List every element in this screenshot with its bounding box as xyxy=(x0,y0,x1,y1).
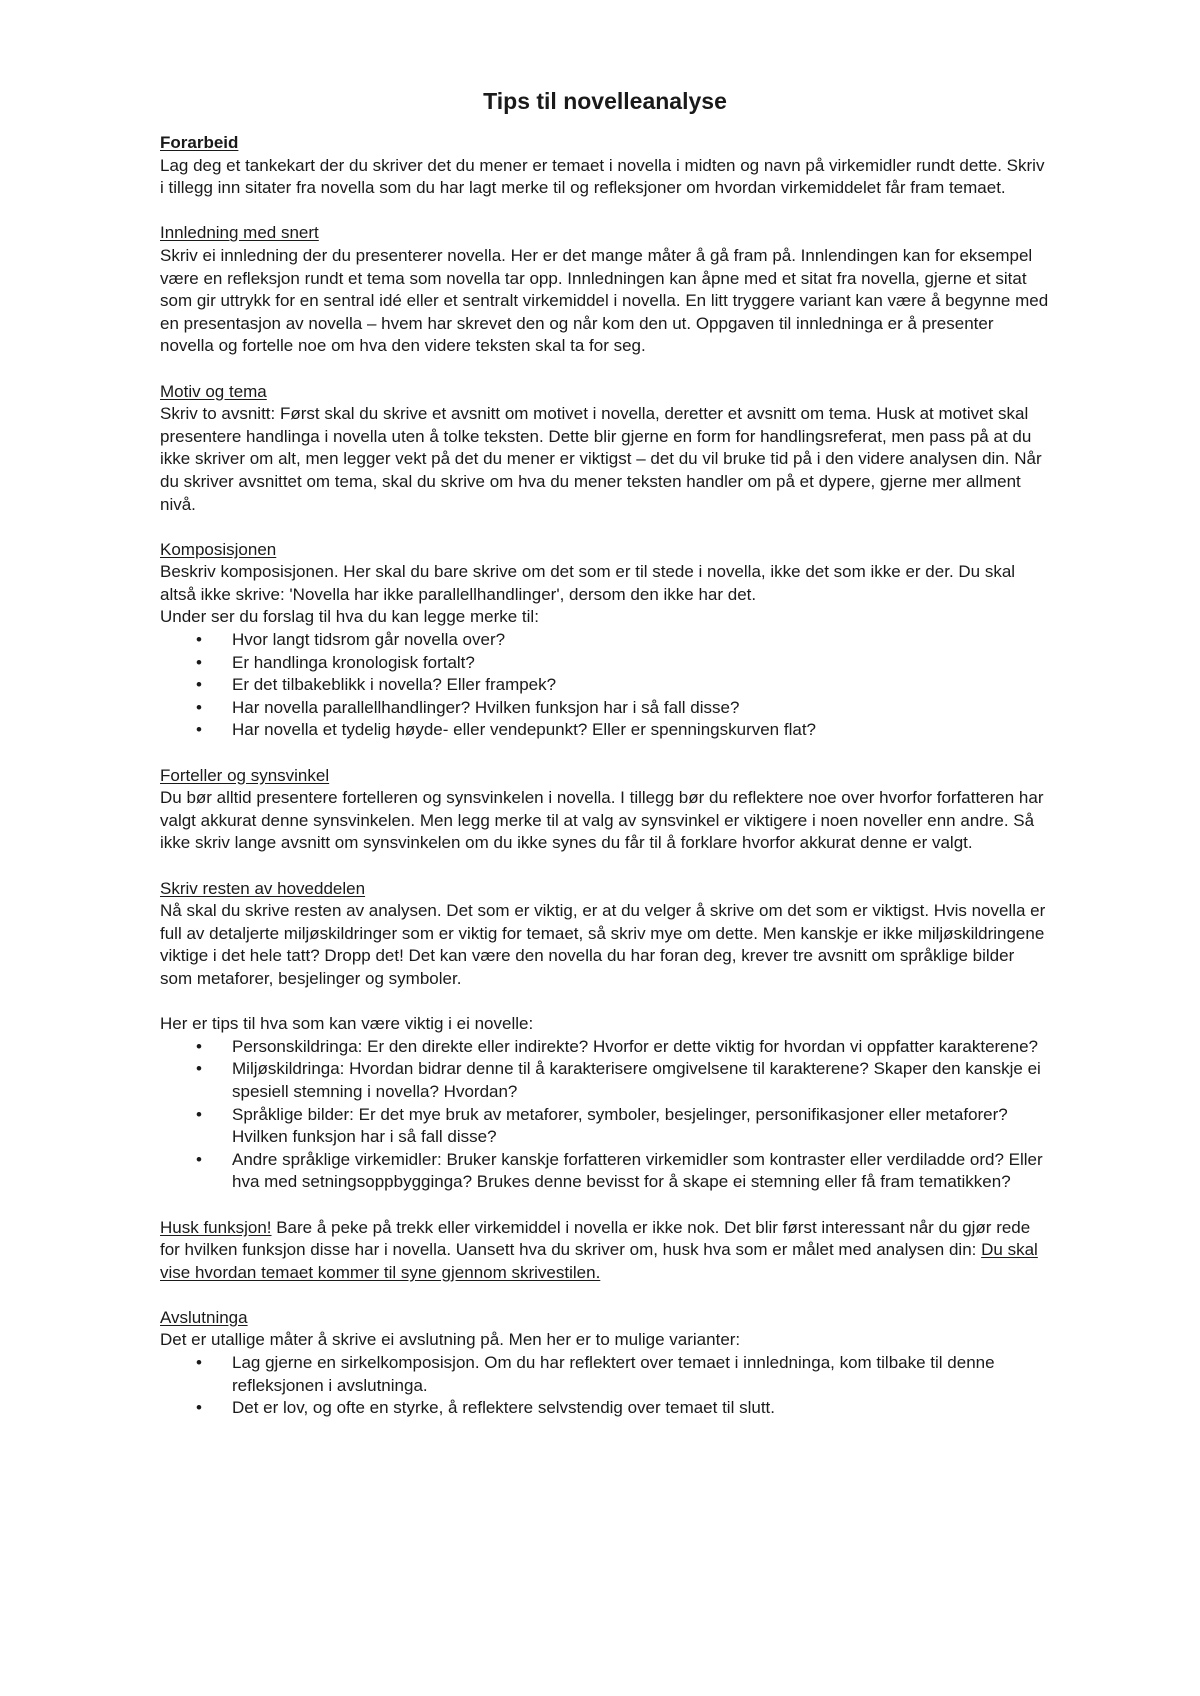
komposisjon-bullet-list xyxy=(160,629,1050,742)
heading-forarbeid: Forarbeid xyxy=(160,133,239,152)
list-item: • Hvor langt tidsrom går novella over? xyxy=(232,629,1050,652)
husk-funksjon-emphasis: Du skal vise hvordan temaet kommer til syne gjennom skrivestilen. xyxy=(160,1240,1038,1282)
section-motiv-og-tema xyxy=(160,381,1050,517)
heading-forteller-og-synsvinkel: Forteller og synsvinkel xyxy=(160,765,330,785)
section-avslutning xyxy=(160,1307,1050,1420)
husk-funksjon-text: Bare å peke på trekk eller virkemiddel i novella er ikke nok. Det blir først interessant når du gjør rede for hvilken funksjon disse har i novella. Uansett hva du skriver om, husk hva som er målet med analysen din: xyxy=(160,1217,1031,1260)
list-item: • Andre språklige virkemidler: Bruker kanskje forfatteren virkemidler som kontraster eller verdiladde ord? Eller hva med setningsoppbygginga? Brukes denne bevisst for å skape ei stemning eller få fram tematikken? xyxy=(232,1149,1050,1194)
paragraph-motiv-og-tema: Skriv to avsnitt: Først skal du skrive et avsnitt om motivet i novella, deretter et avsnitt om tema. Husk at motivet skal presentere handlinga i novella uten å tolke teksten. Dette blir gjerne en form for handlingsreferat, men pass på at du ikke skriver om alt, men legger vekt på det du mener er viktigst – det du vil bruke tid på i den videre analysen din. Når du skriver avsnittet om tema, skal du skrive om hva du mener teksten handler om på et dypere, gjerne mer allment nivå. xyxy=(160,404,1042,514)
paragraph-komposisjon: Beskriv komposisjonen. Her skal du bare skrive om det som er til stede i novella, ikke det som ikke er der. Du skal altså ikke skrive: 'Novella har ikke parallellhandlinger', dersom den ikke har det. xyxy=(160,562,1016,604)
list-item: • Er handlinga kronologisk fortalt? xyxy=(232,652,1050,675)
section-husk-funksjon xyxy=(160,1217,1050,1285)
paragraph-tips-intro: Her er tips til hva som kan være viktig i ei novelle: xyxy=(160,1014,534,1034)
list-item: • Miljøskildringa: Hvordan bidrar denne til å karakterisere omgivelsene til karakterene? Skaper den kanskje ei spesiell stemning i novella? Hvordan? xyxy=(232,1058,1050,1103)
list-item: • Lag gjerne en sirkelkomposisjon. Om du har reflektert over temaet i innledninga, kom tilbake til denne refleksjonen i avslutninga. xyxy=(232,1352,1050,1397)
list-item: • Har novella parallellhandlinger? Hvilken funksjon har i så fall disse? xyxy=(232,697,1050,720)
heading-avslutning: Avslutninga xyxy=(160,1307,248,1327)
list-item: • Personskildringa: Er den direkte eller indirekte? Hvorfor er dette viktig for hvordan vi oppfatter karakterene? xyxy=(232,1036,1050,1059)
avslutning-bullet-list xyxy=(160,1352,1050,1420)
paragraph-forteller-og-synsvinkel: Du bør alltid presentere fortelleren og synsvinkelen i novella. I tillegg bør du reflektere noe over hvorfor forfatteren har valgt akkurat denne synsvinkelen. Men legg merke til at valg av synsvinkel er viktigere i noen noveller enn andre. Så ikke skriv lange avsnitt om synsvinkelen om du ikke synes du får til å forklare hvorfor akkurat denne er valgt. xyxy=(160,788,1044,853)
paragraph-resten-av-hoveddelen: Nå skal du skrive resten av analysen. Det som er viktig, er at du velger å skrive om det som er viktigst. Hvis novella er full av detaljerte miljøskildringer som er viktig for temaet, så skriv mye om dette. Men kanskje er ikke miljøskildringene viktige i det hele tatt? Dropp det! Det kan være den novella du har foran deg, krever tre avsnitt om språklige bilder som metaforer, besjelinger og symboler. xyxy=(160,901,1046,988)
page-title: Tips til novelleanalyse xyxy=(483,88,727,114)
paragraph-forarbeid: Lag deg et tankekart der du skriver det du mener er temaet i novella i midten og navn på virkemidler rundt dette. Skriv i tillegg inn sitater fra novella som du har lagt merke til og refleksjoner om hvordan virkemiddelet får fram temaet. xyxy=(160,155,1045,198)
section-tips xyxy=(160,1013,1050,1194)
paragraph-husk-funksjon xyxy=(160,1217,1050,1285)
list-item: • Det er lov, og ofte en styrke, å reflektere selvstendig over temaet til slutt. xyxy=(232,1397,1050,1420)
tips-bullet-list xyxy=(160,1036,1050,1194)
heading-motiv-og-tema: Motiv og tema xyxy=(160,381,267,401)
heading-resten-av-hoveddelen: Skriv resten av hoveddelen xyxy=(160,878,366,898)
heading-komposisjon: Komposisjonen xyxy=(160,539,277,559)
paragraph-innledning: Skriv ei innledning der du presenterer novella. Her er det mange måter å gå fram på. Innlendingen kan for eksempel være en refleksjon rundt et tema som novella tar opp. Innledningen kan åpne med et sitat fra novella, gjerne et sitat som gir uttrykk for en sentral idé eller et sentralt virkemiddel i novella. En litt tryggere variant kan være å begynne med en presentasjon av novella – hvem har skrevet den og når kom den ut. Oppgaven til innledninga er å presenter novella og fortelle noe om hva den videre teksten skal ta for seg. xyxy=(160,245,1049,356)
list-item: • Er det tilbakeblikk i novella? Eller frampek? xyxy=(232,674,1050,697)
section-forteller-og-synsvinkel xyxy=(160,765,1050,855)
section-resten-av-hoveddelen xyxy=(160,878,1050,991)
heading-innledning: Innledning med snert xyxy=(160,223,319,243)
section-forarbeid xyxy=(160,132,1050,200)
list-item: • Har novella et tydelig høyde- eller vendepunkt? Eller er spenningskurven flat? xyxy=(232,719,1050,742)
list-item: • Språklige bilder: Er det mye bruk av metaforer, symboler, besjelinger, personifikasjoner eller metaforer? Hvilken funksjon har i så fall disse? xyxy=(232,1104,1050,1149)
paragraph-komposisjon-intro: Under ser du forslag til hva du kan legge merke til: xyxy=(160,607,539,627)
section-innledning xyxy=(160,222,1050,358)
section-komposisjon xyxy=(160,539,1050,742)
husk-funksjon-lead: Husk funksjon! xyxy=(160,1217,272,1237)
paragraph-avslutning: Det er utallige måter å skrive ei avslutning på. Men her er to mulige varianter: xyxy=(160,1330,741,1350)
document-page xyxy=(160,86,1050,1442)
